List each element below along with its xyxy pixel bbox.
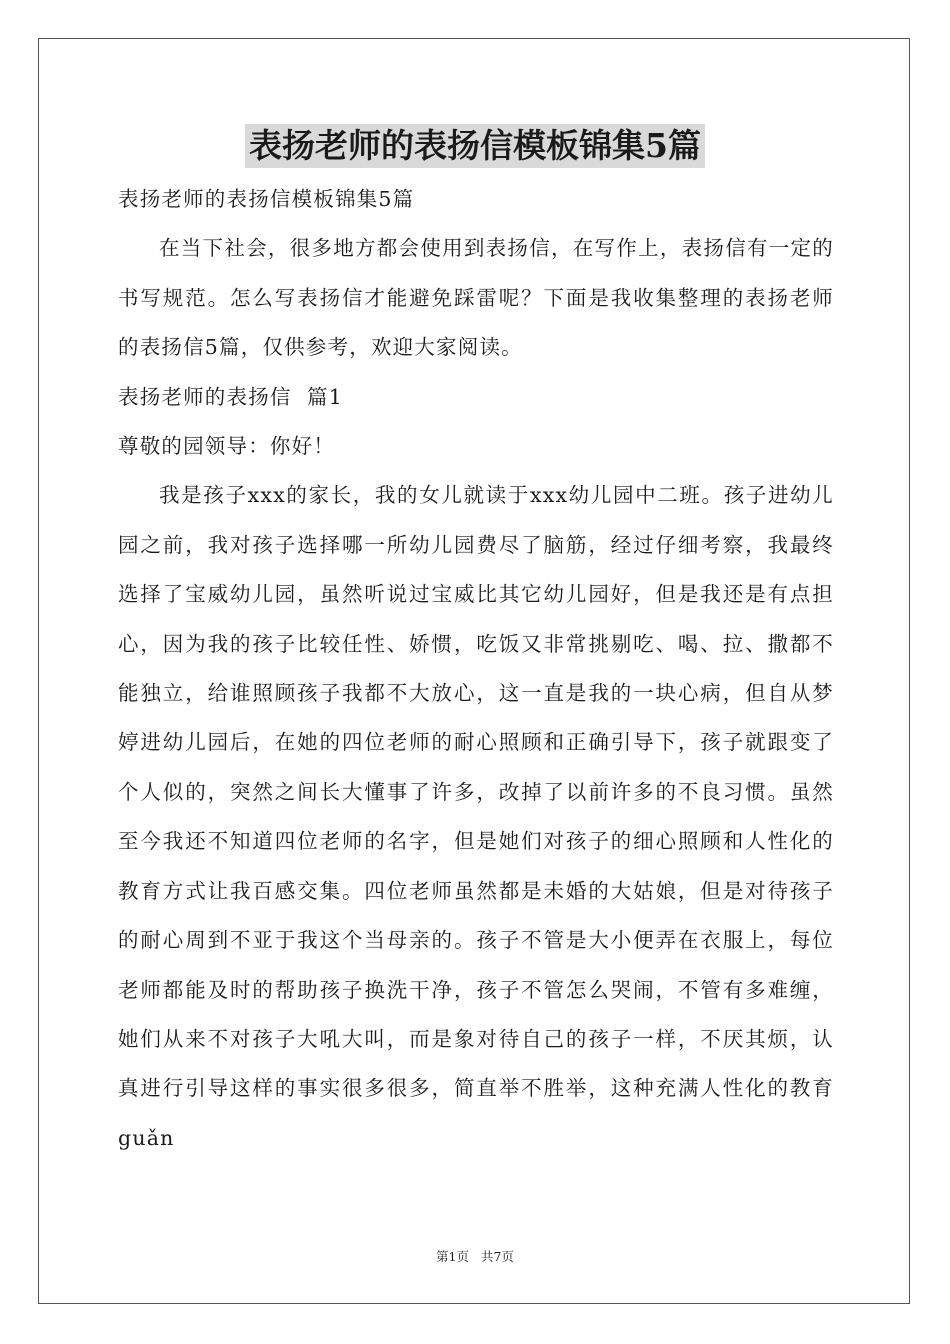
document-body	[118, 175, 834, 1163]
document-title: 表扬老师的表扬信模板锦集5篇	[245, 124, 705, 168]
subtitle-line: 表扬老师的表扬信模板锦集5篇	[118, 187, 415, 211]
salutation: 尊敬的园领导：你好！	[118, 434, 335, 459]
letter-paragraph: 我是孩子xxx的家长，我的女儿就读于xxx幼儿园中二班。孩子进幼儿园之前，我对孩子选择哪一所幼儿园费尽了脑筋，经过仔细考察，我最终选择了宝威幼儿园，虽然听说过宝威比其它幼儿园好，但是我还是有点担心，因为我的孩子比较任性、娇惯，吃饭又非常挑剔吃、喝、拉、撒都不能独立，给谁照顾孩子我都不大放心，这一直是我的一块心病，但自从梦婷进幼儿园后，在她的四位老师的耐心照顾和正确引导下，孩子就跟变了个人似的，突然之间长大懂事了许多，改掉了以前许多的不良习惯。虽然至今我还不知道四位老师的名字，但是她们对孩子的细心照顾和人性化的教育方式让我百感交集。四位老师虽然都是未婚的大姑娘，但是对待孩子的耐心周到不亚于我这个当母亲的。孩子不管是大小便弄在衣服上，每位老师都能及时的帮助孩子换洗干净，孩子不管怎么哭闹，不管有多难缠，她们从来不对孩子大吼大叫，而是象对待自己的孩子一样，不厌其烦，认真进行引导这样的事实很多很多，简直举不胜举，这种充满人性化的教育guǎn	[118, 483, 834, 1150]
page-total: 共7页	[480, 1249, 514, 1264]
page-number: 第1页	[436, 1249, 469, 1264]
title-container	[0, 124, 950, 168]
section-heading: 表扬老师的表扬信 篇1	[118, 384, 343, 409]
page-footer	[0, 1247, 950, 1265]
intro-paragraph: 在当下社会，很多地方都会使用到表扬信，在写作上，表扬信有一定的书写规范。怎么写表扬信才能避免踩雷呢？下面是我收集整理的表扬老师的表扬信5篇，仅供参考，欢迎大家阅读。	[118, 236, 834, 360]
